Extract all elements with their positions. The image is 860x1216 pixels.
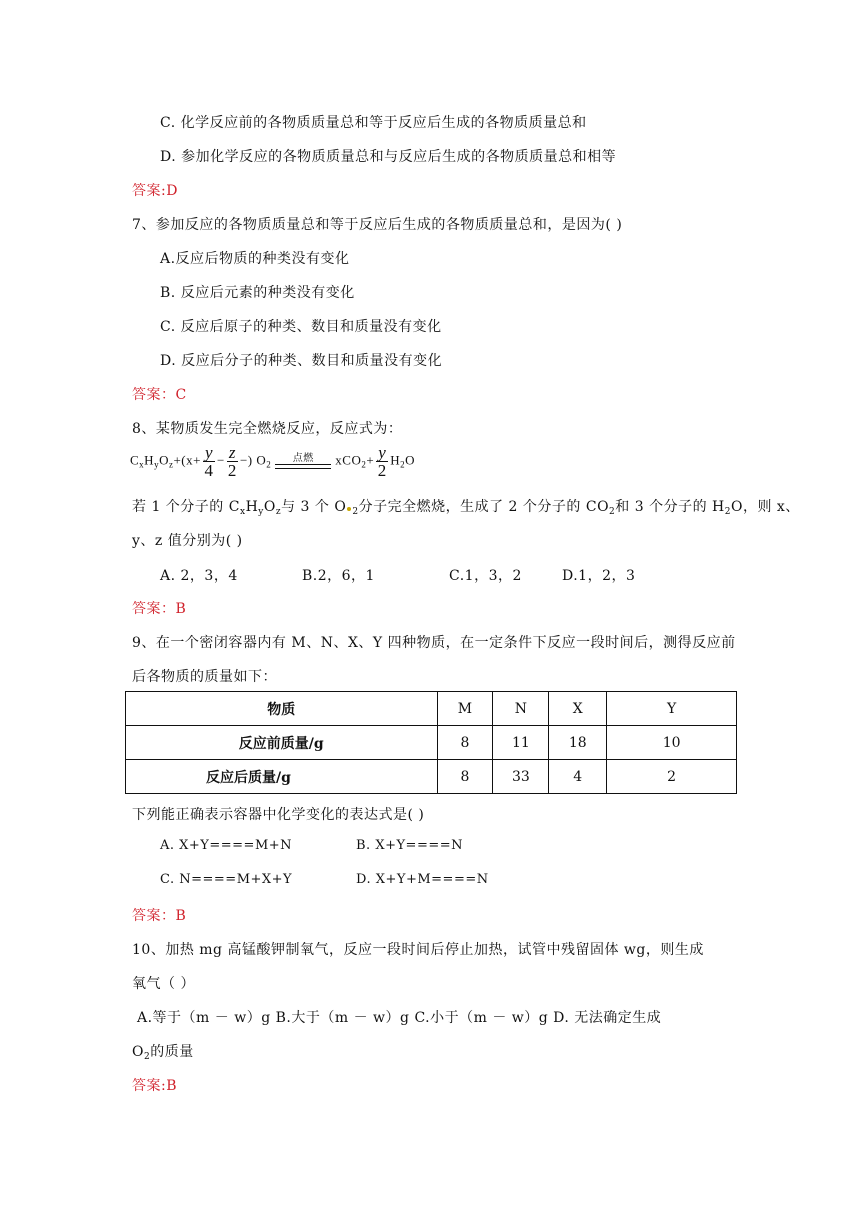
q8-condition-line: 若 1 个分子的 $C_xH_yO_z$与 3 个 O $_2$分子完全燃烧，生成了 2 个分子的 $CO_2$和 3 个分子的 $H_2O$，则 x、: [132, 499, 800, 517]
table-cell: 8: [437, 726, 493, 760]
table-header-cell: M: [437, 692, 493, 726]
table-cell: 33: [493, 760, 549, 794]
table-header-cell: X: [549, 692, 607, 726]
table-row: [126, 726, 737, 760]
q8-question-line: y、z 值分别为( ): [132, 533, 243, 549]
q7-answer: 答案：C: [132, 387, 187, 403]
table-cell: 10: [607, 726, 737, 760]
q7-option-c: C. 反应后原子的种类、数目和质量没有变化: [160, 319, 442, 335]
q9-option-d: D. X+Y+M====N: [356, 872, 489, 887]
q7-option-a: A.反应后物质的种类没有变化: [160, 251, 350, 267]
q9-option-b: B. X+Y====N: [356, 838, 463, 853]
fraction-y-over-4: $\frac{y}{4}$: [204, 443, 214, 480]
q6-option-d: D. 参加化学反应的各物质质量总和与反应后生成的各物质质量总和相等: [160, 149, 617, 165]
q8-equation: $C_xH_yO_z+(x+$ $\frac{y}{4}$ − $\frac{z}{2}$ −) $O_2$ 点燃 xCO$_2$+ $\frac{y}{2}$ $H_2O$: [130, 443, 416, 480]
table-header-row: [126, 692, 737, 726]
q8-option-d: D.1，2，3: [562, 568, 636, 584]
table-cell: 11: [493, 726, 549, 760]
fraction-y-over-2: $\frac{y}{2}$: [377, 443, 387, 480]
q6-option-c: C. 化学反应前的各物质质量总和等于反应后生成的各物质质量总和: [160, 115, 587, 131]
table-cell: 8: [437, 760, 493, 794]
q10-stem-line1: 10、加热 mg 高锰酸钾制氧气，反应一段时间后停止加热，试管中残留固体 wg，则生成: [132, 942, 704, 958]
q10-options: A.等于（m － w）g B.大于（m － w）g C.小于（m － w）g D. 无法确定生成: [137, 1010, 662, 1026]
q9-stem-line1: 9、在一个密闭容器内有 M、N、X、Y 四种物质，在一定条件下反应一段时间后，测得反应前: [132, 635, 736, 651]
table-cell: 4: [549, 760, 607, 794]
q6-answer: 答案:D: [132, 183, 178, 199]
q9-option-c: C. N====M+X+Y: [160, 872, 293, 887]
q10-options-cont: $O_2$的质量: [132, 1044, 194, 1062]
q9-option-a: A. X+Y====M+N: [160, 838, 293, 853]
table-cell: 反应后质量/g: [126, 760, 438, 794]
q9-answer: 答案：B: [132, 908, 187, 924]
q8-option-b: B.2，6，1: [302, 568, 375, 584]
q8-answer: 答案：B: [132, 601, 187, 617]
q7-option-d: D. 反应后分子的种类、数目和质量没有变化: [160, 353, 443, 369]
mass-table: [125, 691, 737, 794]
table-header-cell: 物质: [126, 692, 438, 726]
q8-option-c: C.1，3，2: [449, 568, 522, 584]
q9-question: 下列能正确表示容器中化学变化的表达式是( ): [132, 807, 425, 823]
q9-stem-line2: 后各物质的质量如下：: [132, 669, 277, 685]
q8-stem: 8、某物质发生完全燃烧反应，反应式为：: [132, 421, 403, 437]
table-cell: 18: [549, 726, 607, 760]
q8-option-a: A. 2，3，4: [160, 568, 238, 584]
q10-stem-line2: 氧气（ ）: [132, 976, 195, 992]
table-cell: 反应前质量/g: [126, 726, 438, 760]
table-header-cell: Y: [607, 692, 737, 726]
table-row: [126, 760, 737, 794]
table-cell: 2: [607, 760, 737, 794]
table-header-cell: N: [493, 692, 549, 726]
q10-answer: 答案:B: [132, 1078, 178, 1094]
yellow-dot-mark: [347, 507, 351, 511]
q7-option-b: B. 反应后元素的种类没有变化: [160, 285, 355, 301]
reaction-arrow: 点燃: [275, 452, 331, 472]
q7-stem: 7、参加反应的各物质质量总和等于反应后生成的各物质质量总和，是因为( ): [132, 217, 623, 233]
fraction-z-over-2: $\frac{z}{2}$: [227, 443, 237, 480]
